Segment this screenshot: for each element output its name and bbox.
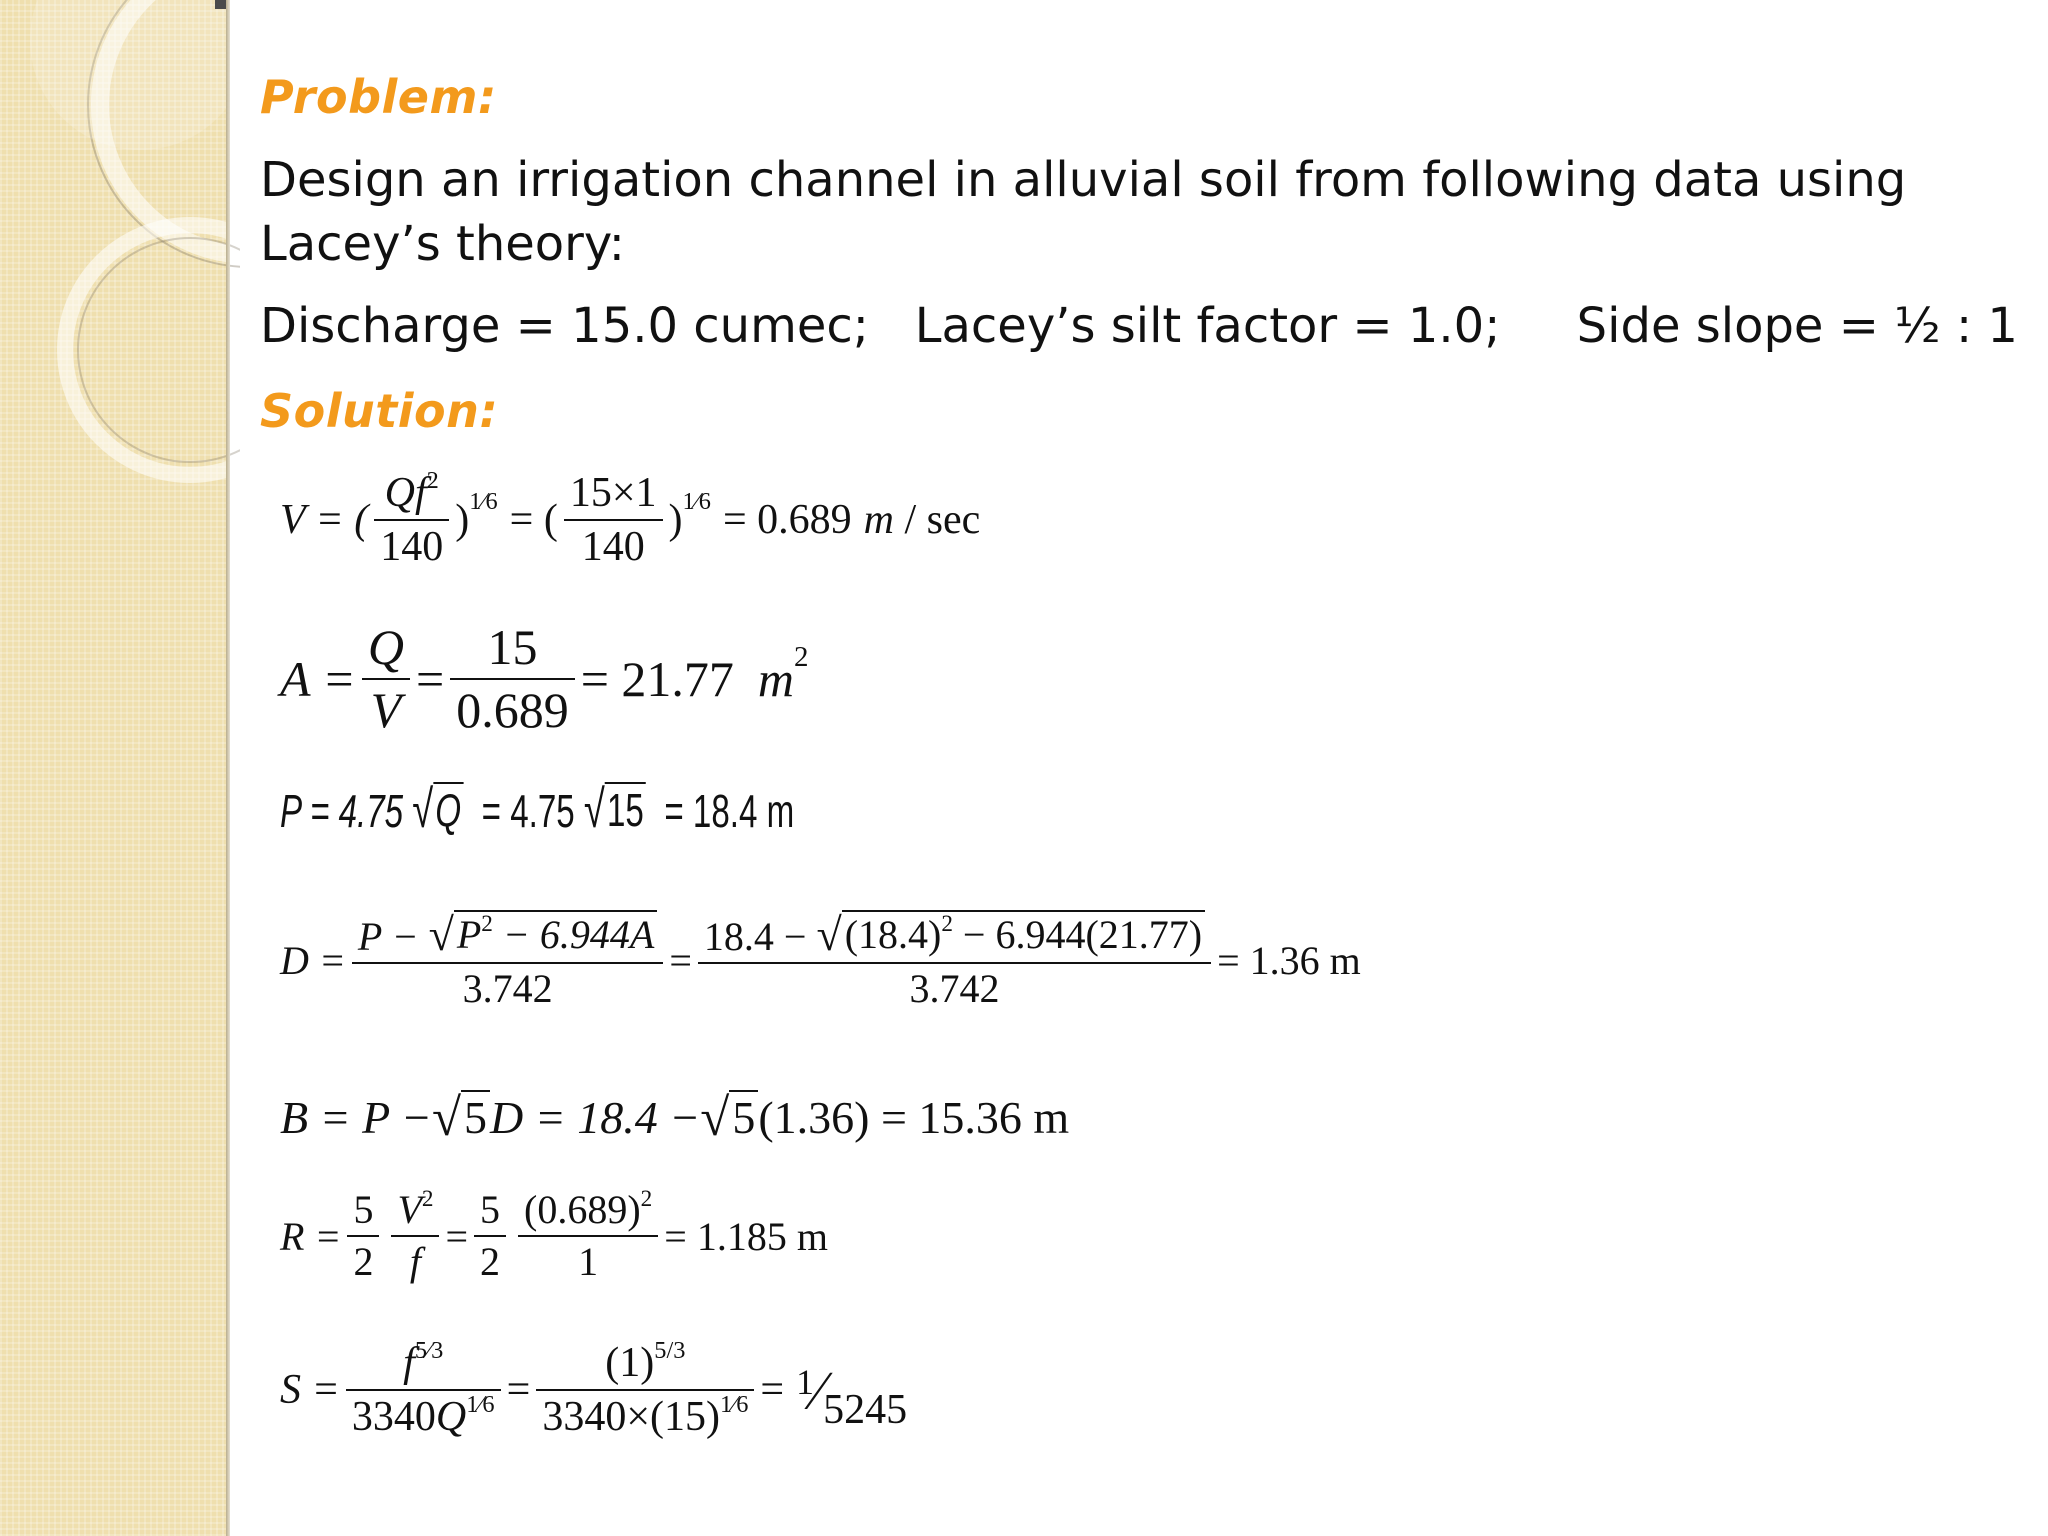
solution-heading: Solution:: [260, 384, 499, 438]
given-discharge: Discharge = 15.0 cumec;: [260, 298, 869, 354]
decorative-rings: [0, 0, 240, 520]
given-data: [260, 294, 2020, 358]
equation-hydraulic-radius: R = $\frac{5}{2}$ $\frac{V^2}{f}$ = $\frac{5}{2}$ $\frac{(0.689)^2}{1}$ = 1.185 m: [280, 1185, 828, 1284]
equation-width: B = P − √ 5 D = 18.4 − √ 5 (1.36) = 15.36 m: [280, 1088, 1070, 1147]
side-panel-edge: [226, 0, 230, 1536]
problem-statement: Design an irrigation channel in alluvial soil from following data using Lacey’s theory:: [260, 152, 1907, 272]
equation-perimeter: P = 4.75 √ Q = 4.75 √ 15 = 18.4 m: [280, 779, 795, 839]
given-side-slope: Side slope = ½ : 1: [1576, 298, 2018, 354]
given-silt-factor: Lacey’s silt factor = 1.0;: [914, 298, 1501, 354]
equation-velocity: V = ( $\frac{Qf^2}{140}$ ) 1⁄6 = ( $\frac{15\times 1}{140}$ ) 1⁄6 = 0.689 m / sec: [280, 466, 981, 571]
equation-area: A = $\frac{Q}{V}$ = $\frac{15}{0.689}$ = 21.77 m 2: [280, 619, 809, 738]
equation-slope: S = $\frac{f^{5⁄3}}{3340Q^{1⁄6}}$ = $\frac{(1)^{5/3}}{3340\times(15)^{1⁄6}}$ = 1⁄5245: [280, 1336, 908, 1441]
equation-depth: D = P − √ $P^2 - 6.944A$ 3.742 = 18.4 − √ $(18.4)^2 - 6.944(21.77)$ 3.742 = 1.36 m: [280, 909, 1361, 1011]
corner-mark: [215, 0, 226, 9]
problem-heading: Problem:: [260, 70, 497, 124]
